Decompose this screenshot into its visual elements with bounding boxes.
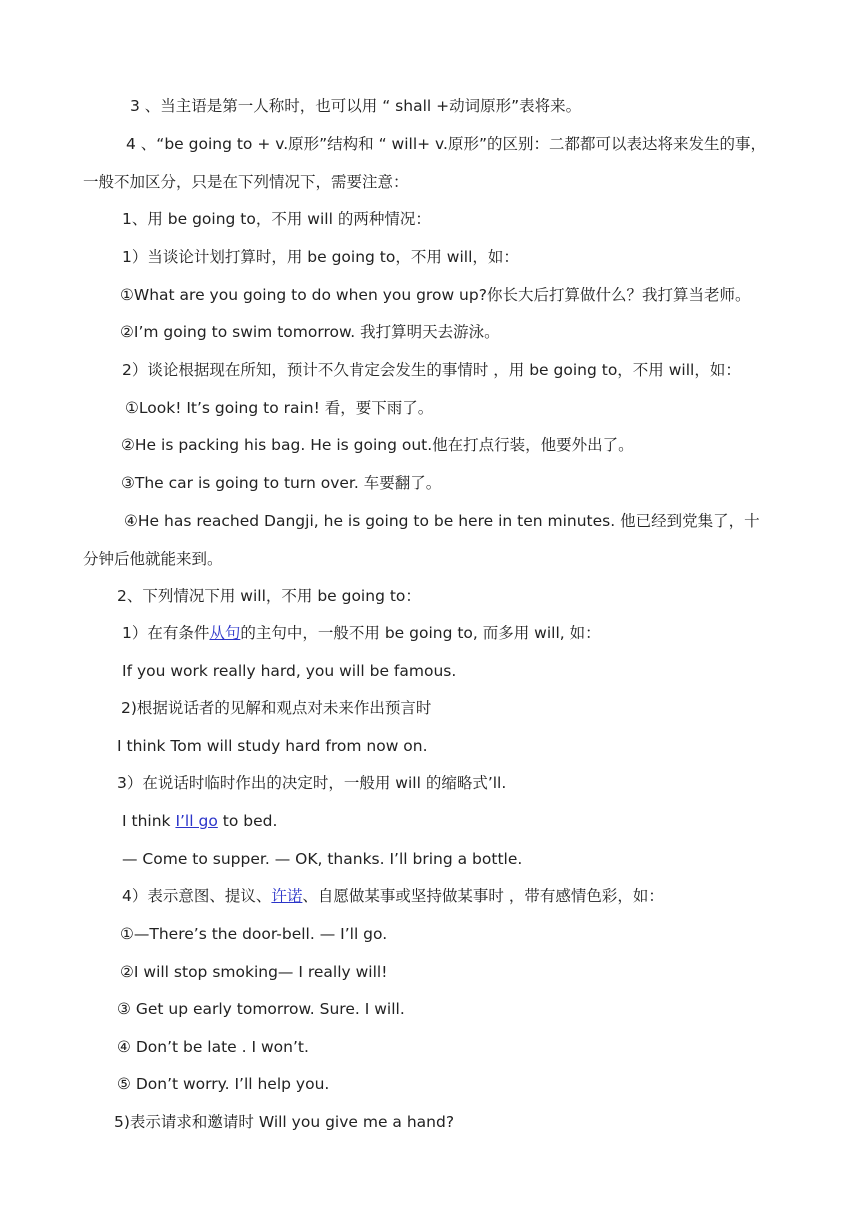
text-line: ③The car is going to turn over. 车要翻了。	[121, 474, 442, 492]
text-segment: to bed.	[217, 812, 278, 830]
text-line-with-link	[122, 885, 664, 907]
link-ill-go[interactable]: I’ll go	[175, 812, 218, 830]
text-segment: I think	[122, 812, 176, 830]
link-promise[interactable]: 许诺	[271, 887, 303, 905]
text-line: 3）在说话时临时作出的决定时，一般用 will 的缩略式’ll.	[117, 774, 507, 792]
text-segment: 1）在有条件	[122, 624, 210, 642]
text-line: 2、下列情况下用 will，不用 be going to：	[117, 587, 421, 605]
text-line: 2)根据说话者的见解和观点对未来作出预言时	[121, 699, 432, 717]
text-line: 5)表示请求和邀请时 Will you give me a hand?	[114, 1113, 455, 1131]
text-line: 3 、当主语是第一人称时，也可以用 “ shall +动词原形”表将来。	[130, 97, 582, 115]
text-line: ②I’m going to swim tomorrow. 我打算明天去游泳。	[120, 323, 500, 341]
text-line: ②He is packing his bag. He is going out.他在打点行装，他要外出了。	[121, 436, 634, 454]
text-line-with-link	[122, 810, 277, 832]
text-line: 4 、“be going to + v.原形”结构和 “ will+ v.原形”的区别：二都都可以表达将来发生的事，	[126, 135, 766, 153]
text-line: 1）当谈论计划打算时，用 be going to，不用 will，如：	[122, 248, 519, 266]
text-line: — Come to supper. — OK, thanks. I’ll bring a bottle.	[122, 850, 523, 868]
text-line-with-link	[122, 622, 601, 644]
text-segment: 4）表示意图、提议、	[122, 887, 272, 905]
text-line: I think Tom will study hard from now on.	[117, 737, 428, 755]
text-line: ④He has reached Dangji, he is going to be here in ten minutes. 他已经到党集了，十	[124, 512, 760, 530]
text-line: 一般不加区分，只是在下列情况下，需要注意：	[83, 173, 409, 191]
text-line: ④ Don’t be late . I won’t.	[117, 1038, 309, 1056]
text-line: If you work really hard, you will be famous.	[122, 662, 457, 680]
text-line: ①What are you going to do when you grow up?你长大后打算做什么？我打算当老师。	[120, 286, 751, 304]
text-line: ②I will stop smoking— I really will!	[120, 963, 388, 981]
link-clause[interactable]: 从句	[209, 624, 241, 642]
text-segment: 、自愿做某事或坚持做某事时 ，带有感情色彩，如：	[302, 887, 664, 905]
text-line: ③ Get up early tomorrow. Sure. I will.	[117, 1000, 405, 1018]
text-line: 2）谈论根据现在所知，预计不久肯定会发生的事情时 ，用 be going to，不用 will，如：	[122, 361, 741, 379]
text-line: 分钟后他就能来到。	[83, 550, 223, 568]
text-segment: 的主句中，一般不用 be going to, 而多用 will, 如：	[240, 624, 601, 642]
text-line: ⑤ Don’t worry. I’ll help you.	[117, 1075, 330, 1093]
text-line: ①Look! It’s going to rain! 看，要下雨了。	[125, 399, 434, 417]
text-line: 1、用 be going to，不用 will 的两种情况：	[122, 210, 431, 228]
text-line: ①—There’s the door-bell. — I’ll go.	[120, 925, 388, 943]
